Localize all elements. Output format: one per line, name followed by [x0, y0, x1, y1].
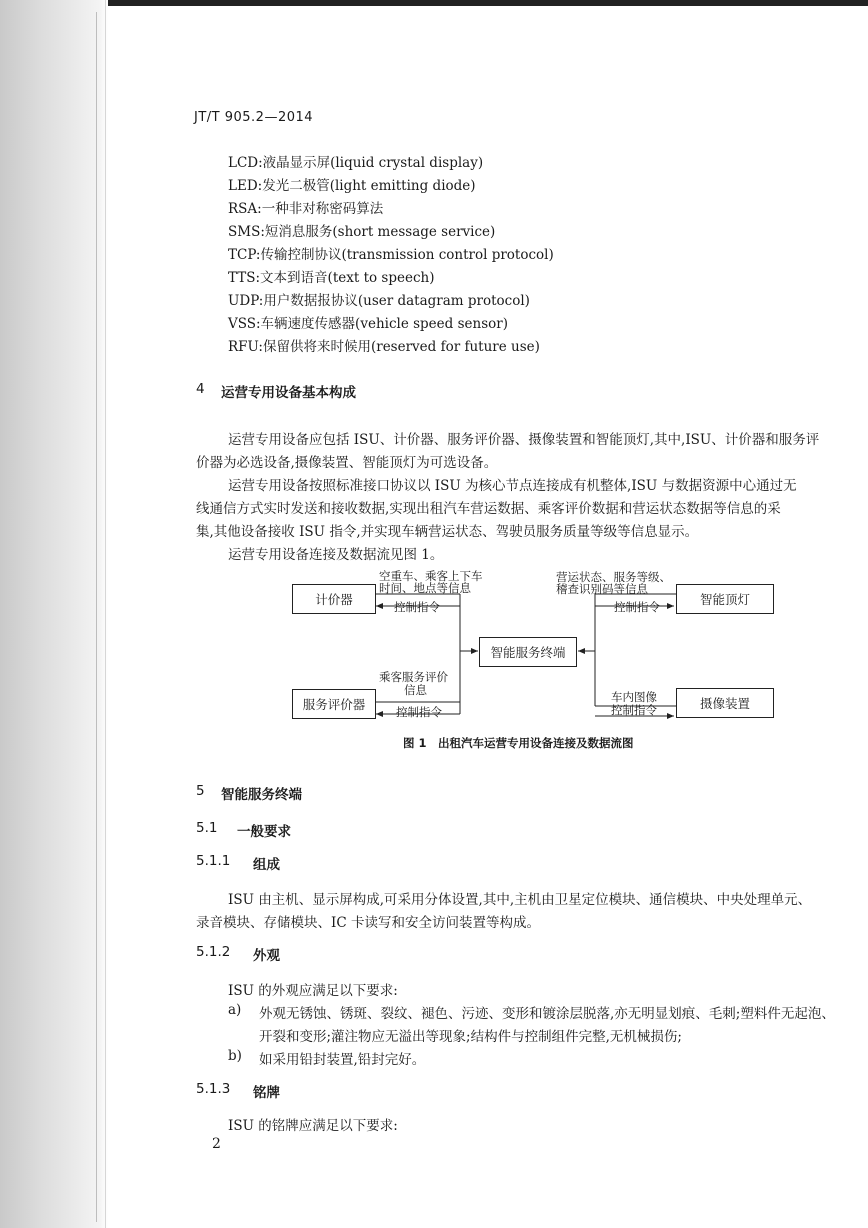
figure-caption: 图 1 出租汽车运营专用设备连接及数据流图 — [403, 736, 634, 750]
list-item-line: 外观无锈蚀、锈斑、裂纹、褪色、污迹、变形和镀涂层脱落,亦无明显划痕、毛刺;塑料件无起泡、 — [259, 1006, 835, 1022]
meter-box: 计价器 — [292, 584, 376, 614]
section-title: 智能服务终端 — [221, 787, 302, 803]
abbreviation-item: LCD:液晶显示屏(liquid crystal display) — [228, 155, 484, 171]
abbreviation-item: RFU:保留供将来时候用(reserved for future use) — [228, 339, 540, 355]
subsection-number: 5.1.1 — [196, 853, 231, 869]
paragraph-line: 运营专用设备连接及数据流见图 1。 — [228, 547, 444, 563]
subsection-number: 5.1.2 — [196, 944, 231, 960]
toplight-box: 智能顶灯 — [676, 584, 774, 614]
camera-box: 摄像装置 — [676, 688, 774, 718]
list-item-line: 开裂和变形;灌注物应无溢出等现象;结构件与控制组件完整,无机械损伤; — [259, 1029, 682, 1045]
paragraph-line: 集,其他设备接收 ISU 指令,并实现车辆营运状态、驾驶员服务质量等级等信息显示。 — [196, 524, 699, 540]
rating-data-label: 乘客服务评价 — [379, 670, 448, 684]
terminal-box: 智能服务终端 — [479, 637, 577, 667]
subsection-title: 外观 — [253, 948, 280, 964]
camera-data-label: 车内图像 — [611, 690, 657, 704]
rating-box: 服务评价器 — [292, 689, 376, 719]
paragraph-line: ISU 的铭牌应满足以下要求: — [228, 1118, 398, 1134]
paragraph-line: 运营专用设备按照标准接口协议以 ISU 为核心节点连接成有机整体,ISU 与数据资源中心通过无 — [228, 478, 797, 494]
paragraph-line: 运营专用设备应包括 ISU、计价器、服务评价器、摄像装置和智能顶灯,其中,ISU、计价器和服务评 — [228, 432, 820, 448]
abbreviation-item: TTS:文本到语音(text to speech) — [228, 270, 435, 286]
doc-header-id: JT/T 905.2—2014 — [194, 110, 314, 125]
abbreviation-item: TCP:传输控制协议(transmission control protocol) — [228, 247, 554, 263]
section-title: 运营专用设备基本构成 — [221, 385, 356, 401]
list-item-line: 如采用铅封装置,铅封完好。 — [259, 1052, 426, 1068]
meter-data-label: 空重车、乘客上下车 — [379, 569, 483, 583]
toplight-ctrl-label: 控制指令 — [614, 600, 660, 614]
abbreviation-item: LED:发光二极管(light emitting diode) — [228, 178, 476, 194]
abbreviation-item: SMS:短消息服务(short message service) — [228, 224, 496, 240]
abbreviation-item: RSA:一种非对称密码算法 — [228, 201, 384, 217]
subsection-title: 一般要求 — [237, 824, 291, 840]
subsection-title: 组成 — [253, 857, 280, 873]
list-marker: b) — [228, 1048, 242, 1064]
list-marker: a) — [228, 1002, 242, 1018]
toplight-data-label: 营运状态、服务等级、 — [556, 570, 671, 584]
paragraph-line: ISU 的外观应满足以下要求: — [228, 983, 398, 999]
paragraph-line: ISU 由主机、显示屏构成,可采用分体设置,其中,主机由卫星定位模块、通信模块、中央处理单元、 — [228, 892, 812, 908]
subsection-number: 5.1.3 — [196, 1081, 231, 1097]
section-number: 5 — [196, 783, 205, 799]
section-number: 4 — [196, 381, 205, 397]
meter-data-label: 时间、地点等信息 — [379, 581, 471, 595]
abbreviation-item: UDP:用户数据报协议(user datagram protocol) — [228, 293, 530, 309]
rating-ctrl-label: 控制指令 — [396, 705, 442, 719]
paragraph-line: 价器为必选设备,摄像装置、智能顶灯为可选设备。 — [196, 455, 498, 471]
abbreviation-item: VSS:车辆速度传感器(vehicle speed sensor) — [228, 316, 508, 332]
paragraph-line: 线通信方式实时发送和接收数据,实现出租汽车营运数据、乘客评价数据和营运状态数据等信息的采 — [196, 501, 781, 517]
meter-ctrl-label: 控制指令 — [394, 600, 440, 614]
camera-ctrl-label: 控制指令 — [611, 703, 657, 717]
rating-data-label: 信息 — [404, 683, 427, 697]
paragraph-line: 录音模块、存储模块、IC 卡读写和安全访问装置等构成。 — [196, 915, 540, 931]
toplight-data-label: 稽查识别码等信息 — [556, 582, 648, 596]
subsection-number: 5.1 — [196, 820, 218, 836]
subsection-title: 铭牌 — [253, 1085, 280, 1101]
page-number: 2 — [212, 1136, 221, 1152]
